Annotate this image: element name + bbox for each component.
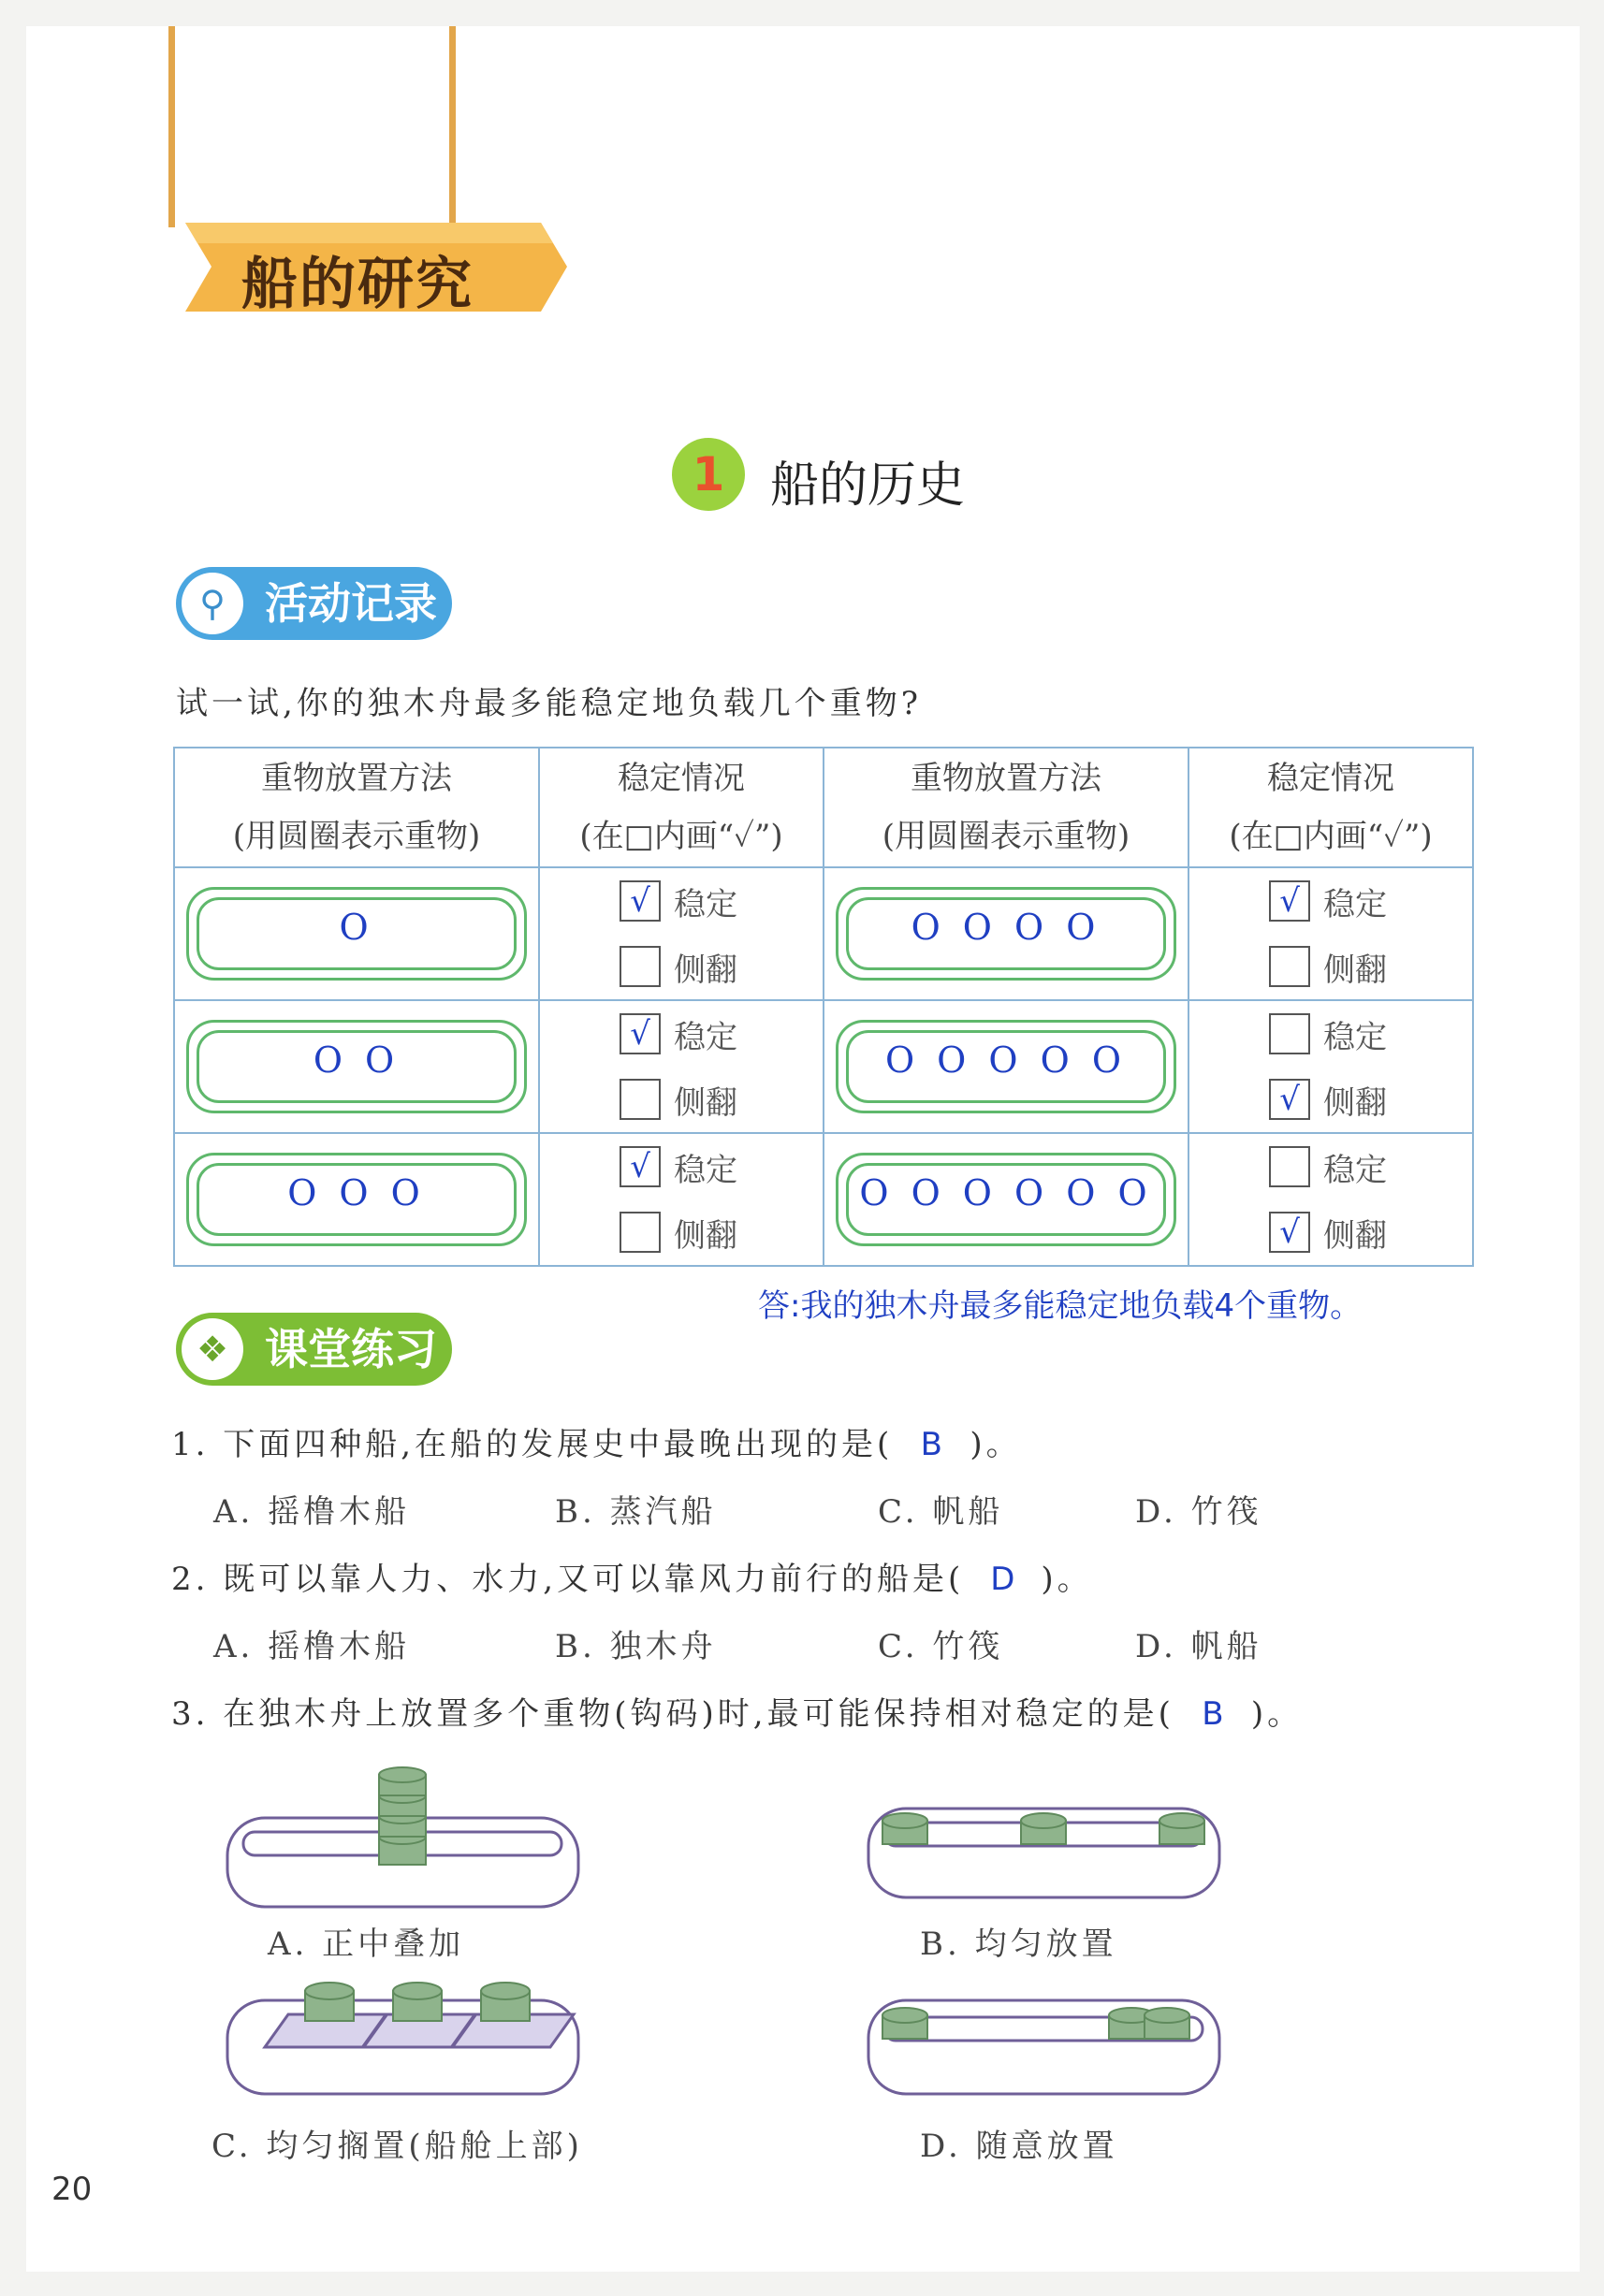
stability-cell xyxy=(539,1000,824,1133)
question-2: 2. 既可以靠人力、水力,又可以靠风力前行的船是( D )。 xyxy=(171,1561,1093,1598)
boat-cell xyxy=(824,867,1188,1000)
canoe-figure-d[interactable] xyxy=(864,1963,1229,2103)
answer-field[interactable]: B xyxy=(1202,1695,1224,1733)
checkbox[interactable] xyxy=(1269,1146,1310,1187)
weights-drawing: O xyxy=(339,907,374,948)
weights-drawing: O O O xyxy=(287,1172,426,1213)
canoe-outline xyxy=(836,1020,1176,1113)
checkbox[interactable] xyxy=(1269,1013,1310,1054)
option-stable: √ 稳定 xyxy=(620,1134,823,1199)
stability-cell xyxy=(1188,1000,1473,1133)
answer-field[interactable]: B xyxy=(920,1426,942,1463)
checkbox[interactable]: √ xyxy=(1269,880,1310,922)
canoe-outline xyxy=(186,1153,527,1246)
weights-drawing: O O O O O xyxy=(884,1039,1128,1081)
activity-badge xyxy=(176,567,452,640)
weights-drawing: O O O O O O xyxy=(859,1172,1153,1213)
practice-badge-label: 课堂练习 xyxy=(265,1324,437,1374)
stability-cell xyxy=(539,1133,824,1266)
canoe-outline xyxy=(186,1020,527,1113)
option-c[interactable]: C. 帆船 xyxy=(878,1493,1004,1531)
checkbox[interactable] xyxy=(620,1079,661,1120)
option-tip: 侧翻 xyxy=(1269,934,1472,999)
boat-cell xyxy=(174,867,539,1000)
unit-title: 船的研究 xyxy=(241,252,474,317)
checkbox[interactable]: √ xyxy=(1269,1212,1310,1253)
checkbox[interactable]: √ xyxy=(620,880,661,922)
telescope-icon: ⚲ xyxy=(182,573,243,634)
checkbox[interactable]: √ xyxy=(1269,1079,1310,1120)
header-stability: 稳定情况 (在□内画“✓”) xyxy=(539,748,824,867)
checkbox[interactable] xyxy=(620,1212,661,1253)
figure-b-label: B. 均匀放置 xyxy=(920,1925,1117,1963)
checkbox[interactable] xyxy=(620,946,661,987)
lesson-title: 船的历史 xyxy=(770,458,966,514)
figure-d-label: D. 随意放置 xyxy=(920,2128,1118,2165)
lesson-number: 1 xyxy=(672,438,745,511)
option-d[interactable]: D. 帆船 xyxy=(1135,1628,1262,1665)
practice-badge xyxy=(176,1313,452,1386)
question-3: 3. 在独木舟上放置多个重物(钩码)时,最可能保持相对稳定的是( B )。 xyxy=(171,1695,1304,1733)
option-b[interactable]: B. 蒸汽船 xyxy=(555,1493,717,1531)
option-tip: 侧翻 xyxy=(620,1067,823,1132)
canoe-outline xyxy=(186,887,527,981)
checkbox[interactable] xyxy=(1269,946,1310,987)
table-header-row xyxy=(174,748,1473,867)
canoe-outline xyxy=(836,1153,1176,1246)
option-c[interactable]: C. 竹筏 xyxy=(878,1628,1004,1665)
boat-cell xyxy=(824,1133,1188,1266)
option-stable: 稳定 xyxy=(1269,1134,1472,1199)
header-method: 重物放置方法 (用圆圈表示重物) xyxy=(174,748,539,867)
option-b[interactable]: B. 独木舟 xyxy=(555,1628,717,1665)
header-method: 重物放置方法 (用圆圈表示重物) xyxy=(824,748,1188,867)
boat-cell xyxy=(174,1133,539,1266)
canoe-figure-a[interactable] xyxy=(223,1743,588,1916)
option-tip: 侧翻 xyxy=(620,934,823,999)
stability-cell xyxy=(1188,1133,1473,1266)
answer-field[interactable]: D xyxy=(990,1561,1015,1598)
boat-cell xyxy=(174,1000,539,1133)
weights-drawing: O O O O xyxy=(911,907,1101,948)
boat-cell xyxy=(824,1000,1188,1133)
activity-prompt: 试一试,你的独木舟最多能稳定地负载几个重物? xyxy=(176,685,923,722)
canoe-figure-c[interactable] xyxy=(223,1963,588,2103)
option-stable: √ 稳定 xyxy=(620,868,823,934)
option-a[interactable]: A. 摇橹木船 xyxy=(213,1628,411,1665)
figure-c-label: C. 均匀搁置(船舱上部) xyxy=(211,2128,583,2165)
option-tip: 侧翻 xyxy=(620,1199,823,1265)
sign-rope-right xyxy=(449,26,456,227)
checkbox[interactable]: √ xyxy=(620,1146,661,1187)
question-1: 1. 下面四种船,在船的发展史中最晚出现的是( B )。 xyxy=(171,1426,1022,1463)
activity-badge-label: 活动记录 xyxy=(265,578,437,629)
figure-a-label: A. 正中叠加 xyxy=(268,1925,465,1963)
sign-rope-left xyxy=(168,26,175,227)
canoe-figure-b[interactable] xyxy=(864,1766,1229,1907)
canoe-outline xyxy=(836,887,1176,981)
weights-drawing: O O xyxy=(313,1039,401,1081)
table-row xyxy=(174,1000,1473,1133)
option-stable: √ 稳定 xyxy=(620,1001,823,1067)
stability-cell xyxy=(539,867,824,1000)
option-stable: 稳定 xyxy=(1269,1001,1472,1067)
option-stable: √ 稳定 xyxy=(1269,868,1472,934)
option-tip: √ 侧翻 xyxy=(1269,1067,1472,1132)
table-row xyxy=(174,867,1473,1000)
book-icon: ❖ xyxy=(182,1318,243,1380)
activity-answer: 答:我的独木舟最多能稳定地负载4个重物。 xyxy=(758,1287,1363,1325)
option-tip: √ 侧翻 xyxy=(1269,1199,1472,1265)
checkbox[interactable]: √ xyxy=(620,1013,661,1054)
experiment-table xyxy=(173,747,1474,1267)
page-number: 20 xyxy=(51,2171,93,2208)
option-d[interactable]: D. 竹筏 xyxy=(1135,1493,1262,1531)
page xyxy=(26,26,1580,2272)
header-stability: 稳定情况 (在□内画“✓”) xyxy=(1188,748,1473,867)
stability-cell xyxy=(1188,867,1473,1000)
option-a[interactable]: A. 摇橹木船 xyxy=(213,1493,411,1531)
table-row xyxy=(174,1133,1473,1266)
